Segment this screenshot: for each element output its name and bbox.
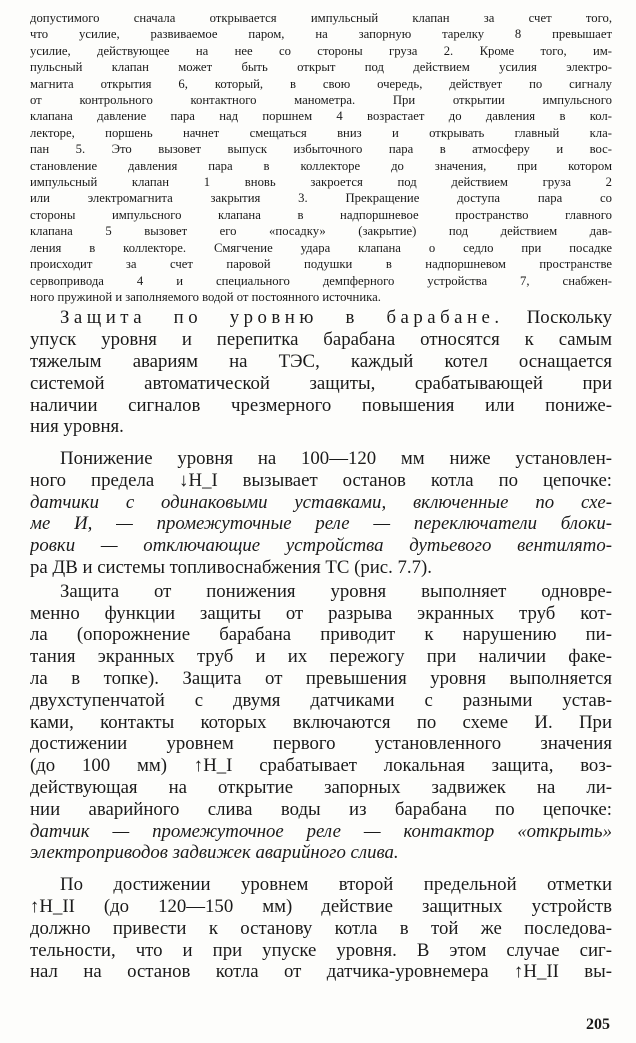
text-line: Понижение уровня на 100—120 мм ниже установлен-: [60, 448, 612, 470]
text-line: (до 100 мм) ↑H_I срабатывает локальная защита, воз-: [30, 755, 612, 777]
text-line: действующая на открытие запорных задвижек на ли-: [30, 777, 612, 799]
text-line: менно функции защиты от разрыва экранных труб кот-: [30, 602, 612, 624]
page-number: 205: [586, 1016, 610, 1033]
text-line: клапана 5 вызовет его «посадку» (закрытие) под действием дав-: [30, 224, 612, 239]
text-line: импульсный клапан 1 вновь закроется под действием груза 2: [30, 175, 612, 190]
text-line: По достижении уровнем второй предельной отметки: [60, 874, 612, 896]
text-line: лекторе, поршень начнет смещаться вниз и открывать главный кла-: [30, 125, 612, 140]
text-line: наличии сигналов чрезмерного повышения или пониже-: [30, 394, 612, 416]
text-line: двухступенчатой с двумя датчиками с разными устав-: [30, 689, 612, 711]
text-line: ла в топке). Защита от превышения уровня выполняется: [30, 668, 612, 690]
text-line: ния уровня.: [30, 416, 124, 438]
text-line: клапана давление пара над поршнем 4 возрастает до давления в кол-: [30, 109, 612, 124]
document-page: [30, 10, 612, 983]
text-line: допустимого сначала открывается импульсный клапан за счет того,: [30, 11, 612, 25]
text-line: должно привести к останову котла в той же последова-: [30, 917, 612, 939]
text-line: пан 5. Это вызовет выпуск избыточного пара в атмосферу и вос-: [30, 142, 612, 157]
text-line: датчики с одинаковыми уставками, включенные по схе-: [30, 491, 612, 513]
text-line: сервопривода 4 и специального демпферного устройства 7, снабжен-: [30, 273, 612, 288]
text-line: тания экранных труб и их пережогу при наличии факе-: [30, 646, 612, 668]
text-line: происходит за счет паровой подушки в надпоршневом пространстве: [30, 257, 612, 272]
text-line: усилие, действующее на нее со стороны груза 2. Кроме того, им-: [30, 43, 612, 58]
text-line: ↑H_II (до 120—150 мм) действие защитных устройств: [30, 896, 612, 918]
text-line: системой автоматической защиты, срабатывающей при: [30, 372, 612, 394]
section-heading: Защита по уровню в барабане.: [60, 307, 504, 329]
text-line: электроприводов задвижек аварийного слива.: [30, 842, 399, 864]
text-line: тельности, что и при упуске уровня. В этом случае сиг-: [30, 939, 612, 961]
text-line: стороны импульсного клапана в надпоршневое пространство главного: [30, 207, 612, 222]
text-line: ме И, — промежуточные реле — переключатели блоки-: [30, 513, 612, 535]
text-line: или электромагнита закрытия 3. Прекращение доступа пара со: [30, 191, 612, 206]
text-line: тяжелым авариям на ТЭС, каждый котел оснащается: [30, 350, 612, 372]
paragraph-drum-level-protection: [30, 307, 612, 438]
paragraph-valve-description: [30, 10, 612, 305]
text-line: датчик — промежуточное реле — контактор «открыть»: [30, 820, 612, 842]
text-line: Защита по уровню в барабане. Поскольку: [60, 307, 612, 329]
text-line: пульсный клапан может быть открыт под действием усилия электро-: [30, 60, 612, 75]
text-line: от контрольного контактного манометра. При открытии импульсного: [30, 93, 612, 108]
paragraph-protection-functions: [30, 581, 612, 864]
text-line: упуск уровня и перепитка барабана относятся к самым: [30, 329, 612, 351]
text-line: ного предела ↓H_I вызывает останов котла по цепочке:: [30, 469, 612, 491]
text-line: ного пружиной и заполняемого водой от постоянного источника.: [30, 289, 381, 304]
text-line: магнита открытия 6, который, в свою очередь, действует по сигналу: [30, 76, 612, 91]
paragraph-level-decrease: [30, 448, 612, 579]
text-line: нал на останов котла от датчика-уровнемера ↑H_II вы-: [30, 961, 612, 983]
text-line: достижении уровнем первого установленного значения: [30, 733, 612, 755]
text-line: нии аварийного слива воды из барабана по цепочке:: [30, 798, 612, 820]
text-line: ра ДВ и системы топливоснабжения ТС (рис. 7.7).: [30, 557, 432, 579]
text-line: ками, контакты которых включаются по схеме И. При: [30, 711, 612, 733]
text-line: что усилие, развиваемое паром, на запорную тарелку 8 превышает: [30, 27, 612, 42]
text-line: становление давления пара в коллекторе до значения, при котором: [30, 158, 612, 173]
text-line: ления в коллекторе. Смягчение удара клапана о седло при посадке: [30, 240, 612, 255]
paragraph-second-limit: [30, 874, 612, 983]
text-line: ровки — отключающие устройства дутьевого вентилято-: [30, 535, 612, 557]
text-line: ла (опорожнение барабана приводит к нарушению пи-: [30, 624, 612, 646]
text-line: Защита от понижения уровня выполняет одновре-: [60, 580, 612, 602]
